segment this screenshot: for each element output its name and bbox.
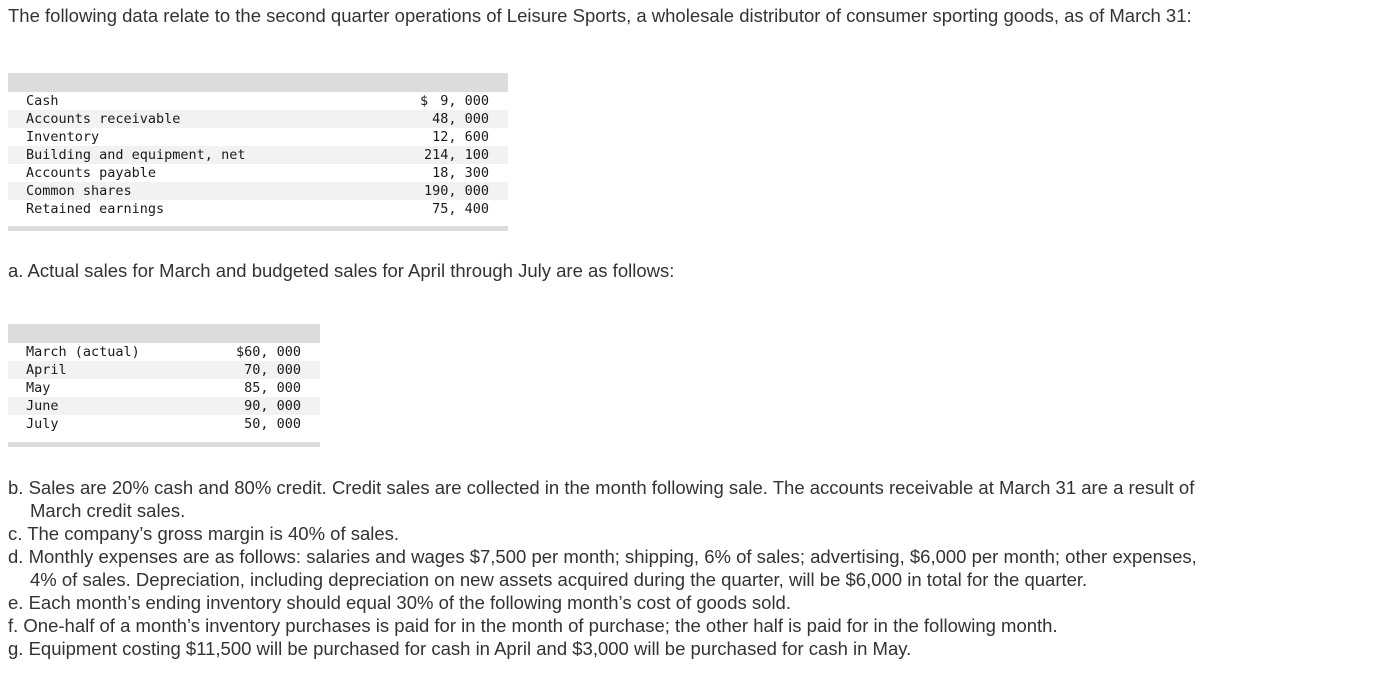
month-label: July bbox=[26, 416, 59, 432]
row-amount: 48, 000 bbox=[432, 111, 489, 127]
month-label: March (actual) bbox=[26, 344, 140, 360]
sales-table bbox=[8, 324, 320, 447]
row-label: Accounts payable bbox=[26, 165, 157, 181]
table-row bbox=[8, 110, 508, 128]
table-row bbox=[8, 92, 508, 110]
table-row bbox=[8, 379, 320, 397]
table-row bbox=[8, 200, 508, 218]
intro-paragraph: The following data relate to the second quarter operations of Leisure Sports, a wholesale distributor of consumer sporting goods, as of March 31: bbox=[8, 5, 1192, 26]
list-item: b. Sales are 20% cash and 80% credit. Credit sales are collected in the month following sale. The accounts receivable at March 31 are a result of March credit sales. bbox=[8, 477, 1195, 521]
table-row bbox=[8, 361, 320, 379]
sales-amount: 70, 000 bbox=[244, 362, 301, 378]
row-label: Accounts receivable bbox=[26, 111, 181, 127]
sales-amount: $60, 000 bbox=[235, 344, 301, 360]
row-amount: 12, 600 bbox=[432, 129, 489, 145]
sales-amount: 85, 000 bbox=[244, 380, 301, 396]
month-label: May bbox=[26, 380, 51, 396]
row-amount: 214, 100 bbox=[423, 147, 489, 163]
month-label: April bbox=[26, 362, 67, 378]
row-amount: 190, 000 bbox=[423, 183, 489, 199]
list-item: c. The company’s gross margin is 40% of sales. bbox=[8, 523, 400, 544]
table-header-bar bbox=[8, 73, 508, 92]
row-label: Inventory bbox=[26, 129, 100, 145]
requirements-list bbox=[8, 476, 1198, 660]
currency-symbol: $ bbox=[420, 93, 429, 109]
table-footer-bar bbox=[8, 226, 508, 231]
table-row bbox=[8, 415, 320, 433]
sales-amount: 90, 000 bbox=[244, 398, 301, 414]
table-row bbox=[8, 128, 508, 146]
list-item: g. Equipment costing $11,500 will be purchased for cash in April and $3,000 will be purchased for cash in May. bbox=[8, 638, 912, 659]
table-footer-bar bbox=[8, 442, 320, 447]
table-row bbox=[8, 164, 508, 182]
row-label: Building and equipment, net bbox=[26, 147, 246, 163]
table-header-bar bbox=[8, 324, 320, 343]
item-a-paragraph: a. Actual sales for March and budgeted sales for April through July are as follows: bbox=[8, 260, 675, 281]
row-amount: 18, 300 bbox=[432, 165, 489, 181]
table-row bbox=[8, 343, 320, 361]
row-label: Cash bbox=[26, 93, 59, 109]
balance-table bbox=[8, 73, 508, 231]
list-item: f. One-half of a month’s inventory purchases is paid for in the month of purchase; the other half is paid for in the following month. bbox=[8, 615, 1058, 636]
list-item: d. Monthly expenses are as follows: salaries and wages $7,500 per month; shipping, 6% of sales; advertising, $6,000 per month; other expenses, 4% of sales. Depreciation, including depreciation on new assets acquired during the quarter, will be $6,000 in total for the quarter. bbox=[8, 546, 1197, 590]
row-amount: 75, 400 bbox=[432, 201, 489, 217]
sales-amount: 50, 000 bbox=[244, 416, 301, 432]
row-label: Retained earnings bbox=[26, 201, 165, 217]
list-item: e. Each month’s ending inventory should equal 30% of the following month’s cost of goods sold. bbox=[8, 592, 791, 613]
table-row bbox=[8, 146, 508, 164]
table-row bbox=[8, 182, 508, 200]
table-row bbox=[8, 397, 320, 415]
row-amount: 9, 000 bbox=[440, 93, 489, 109]
month-label: June bbox=[26, 398, 59, 414]
row-label: Common shares bbox=[26, 183, 132, 199]
